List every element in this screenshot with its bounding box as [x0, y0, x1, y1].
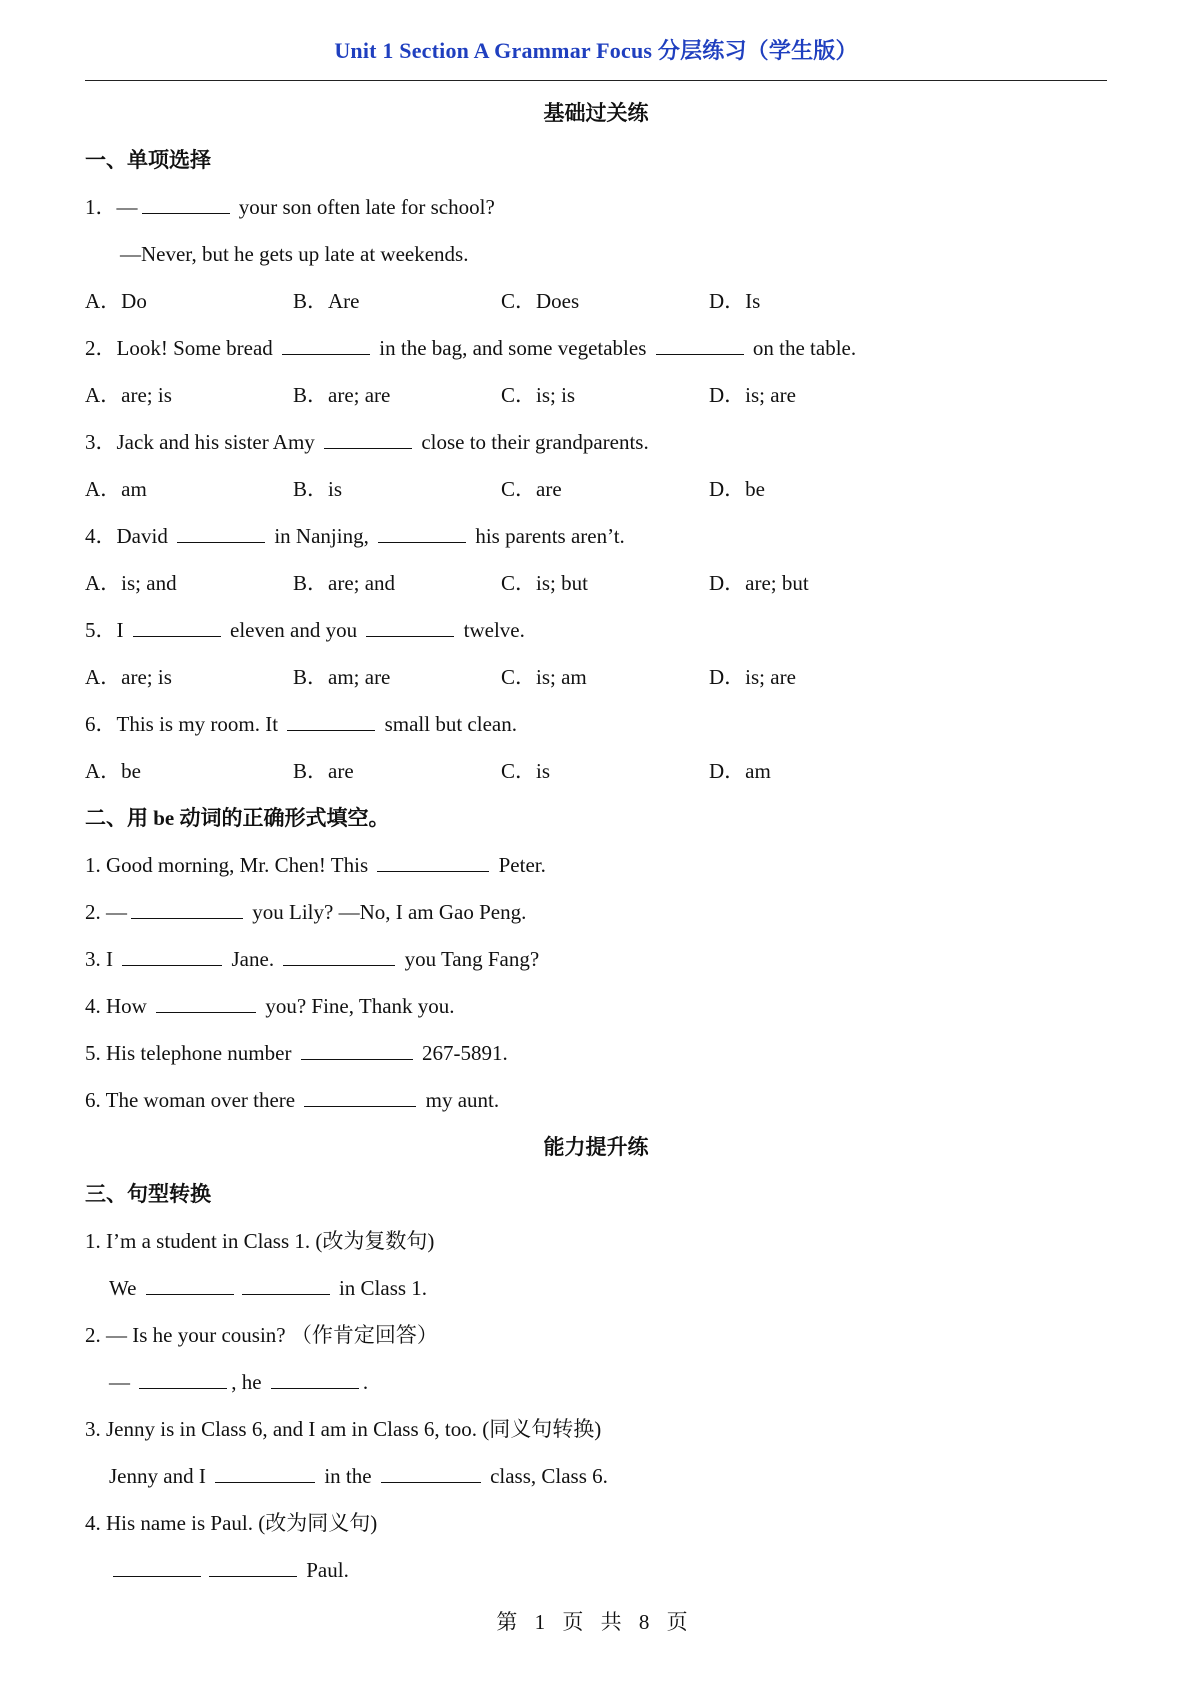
question-3-options — [85, 466, 1107, 513]
document-title: Unit 1 Section A Grammar Focus 分层练习（学生版） — [334, 38, 858, 63]
option-b[interactable]: B．are — [293, 759, 354, 783]
answer-blank[interactable] — [324, 447, 412, 449]
option-c[interactable]: C．is; is — [501, 383, 576, 407]
answer-blank[interactable] — [142, 212, 230, 214]
option-c[interactable]: C．is; but — [501, 571, 588, 595]
transform-answer-4: Paul. — [85, 1547, 1107, 1594]
part3-heading: 三、句型转换 — [85, 1182, 211, 1206]
option-c[interactable]: C．is; am — [501, 665, 587, 689]
answer-blank[interactable] — [215, 1481, 315, 1483]
option-d[interactable]: D．Is — [709, 289, 761, 313]
question-4-options — [85, 560, 1107, 607]
option-d[interactable]: D．is; are — [709, 665, 796, 689]
option-d[interactable]: D．be — [709, 477, 765, 501]
answer-blank[interactable] — [287, 729, 375, 731]
fill-item-3: 3. I Jane. you Tang Fang? — [85, 947, 540, 971]
fill-item-5: 5. His telephone number 267-5891. — [85, 1041, 508, 1065]
answer-blank[interactable] — [304, 1105, 416, 1107]
option-a[interactable]: A．are; is — [85, 665, 172, 689]
answer-blank[interactable] — [139, 1387, 227, 1389]
answer-blank[interactable] — [366, 635, 454, 637]
answer-blank[interactable] — [133, 635, 221, 637]
question-1: 1．— your son often late for school? — [85, 195, 495, 219]
part2-heading: 二、用 be 动词的正确形式填空。 — [85, 806, 390, 830]
fill-item-4: 4. How you? Fine, Thank you. — [85, 994, 455, 1018]
transform-answer-1: We in Class 1. — [109, 1276, 428, 1300]
question-1-options — [85, 278, 1107, 325]
transform-item-3: 3. Jenny is in Class 6, and I am in Class 6, too. (同义句转换) — [85, 1417, 602, 1441]
answer-blank[interactable] — [378, 541, 466, 543]
answer-blank[interactable] — [131, 917, 243, 919]
option-b[interactable]: B．is — [293, 477, 343, 501]
option-a[interactable]: A．Do — [85, 289, 147, 313]
answer-blank[interactable] — [122, 964, 222, 966]
option-d[interactable]: D．am — [709, 759, 771, 783]
answer-blank[interactable] — [282, 353, 370, 355]
fill-item-6: 6. The woman over there my aunt. — [85, 1088, 500, 1112]
option-a[interactable]: A．be — [85, 759, 141, 783]
part1-heading: 一、单项选择 — [85, 148, 211, 172]
option-c[interactable]: C．is — [501, 759, 551, 783]
answer-blank[interactable] — [146, 1293, 234, 1295]
section-title-basic: 基础过关练 — [543, 101, 649, 125]
option-b[interactable]: B．Are — [293, 289, 360, 313]
section-title-advanced: 能力提升练 — [543, 1135, 649, 1159]
option-d[interactable]: D．are; but — [709, 571, 809, 595]
answer-blank[interactable] — [381, 1481, 481, 1483]
transform-item-4: 4. His name is Paul. (改为同义句) — [85, 1511, 378, 1535]
answer-blank[interactable] — [301, 1058, 413, 1060]
question-2: 2．Look! Some bread in the bag, and some vegetables on the table. — [85, 336, 857, 360]
transform-answer-3: Jenny and I in the class, Class 6. — [109, 1464, 608, 1488]
question-3: 3．Jack and his sister Amy close to their grandparents. — [85, 430, 649, 454]
option-c[interactable]: C．are — [501, 477, 562, 501]
question-2-options — [85, 372, 1107, 419]
fill-item-2: 2. — you Lily? —No, I am Gao Peng. — [85, 900, 527, 924]
option-a[interactable]: A．am — [85, 477, 147, 501]
option-b[interactable]: B．are; are — [293, 383, 391, 407]
transform-answer-2: — , he . — [109, 1370, 369, 1394]
transform-item-1: 1. I’m a student in Class 1. (改为复数句) — [85, 1229, 435, 1253]
option-a[interactable]: A．is; and — [85, 571, 177, 595]
option-d[interactable]: D．is; are — [709, 383, 796, 407]
question-4: 4．David in Nanjing, his parents aren’t. — [85, 524, 625, 548]
answer-blank[interactable] — [377, 870, 489, 872]
question-5: 5．I eleven and you twelve. — [85, 618, 525, 642]
question-1-reply: —Never, but he gets up late at weekends. — [120, 242, 469, 266]
question-6-options — [85, 748, 1107, 795]
option-c[interactable]: C．Does — [501, 289, 580, 313]
option-b[interactable]: B．am; are — [293, 665, 391, 689]
answer-blank[interactable] — [242, 1293, 330, 1295]
question-5-options — [85, 654, 1107, 701]
answer-blank[interactable] — [113, 1575, 201, 1577]
answer-blank[interactable] — [177, 541, 265, 543]
option-b[interactable]: B．are; and — [293, 571, 396, 595]
header-divider — [85, 80, 1107, 81]
answer-blank[interactable] — [209, 1575, 297, 1577]
answer-blank[interactable] — [271, 1387, 359, 1389]
page-number: 第 1 页 共 8 页 — [496, 1610, 694, 1634]
transform-item-2: 2. — Is he your cousin? （作肯定回答） — [85, 1323, 438, 1347]
answer-blank[interactable] — [656, 353, 744, 355]
answer-blank[interactable] — [156, 1011, 256, 1013]
question-6: 6．This is my room. It small but clean. — [85, 712, 517, 736]
worksheet-body — [85, 90, 1107, 1594]
answer-blank[interactable] — [283, 964, 395, 966]
option-a[interactable]: A．are; is — [85, 383, 172, 407]
fill-item-1: 1. Good morning, Mr. Chen! This Peter. — [85, 853, 546, 877]
